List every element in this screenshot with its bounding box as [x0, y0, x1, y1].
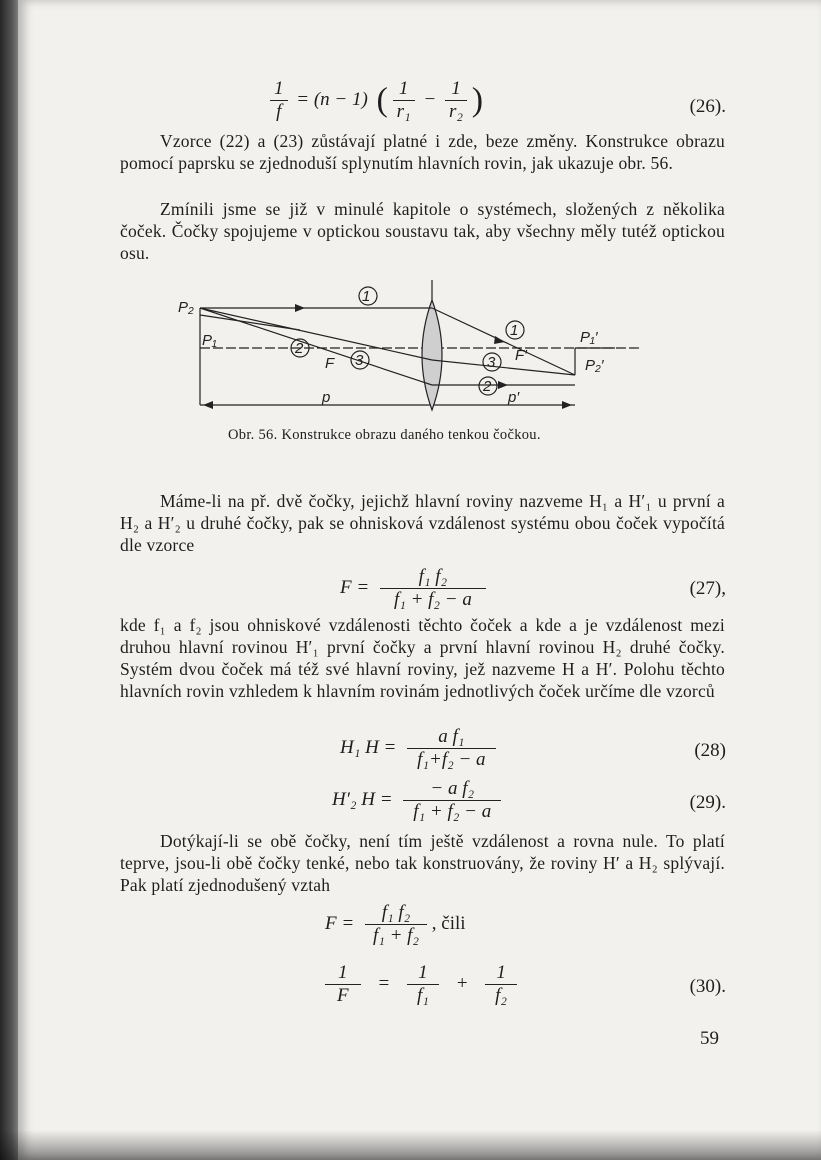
paragraph-touching-lenses: Dotýkají-li se obě čočky, není tím ještě vzdálenost a rovna nule. To platí teprve, jsou-li obě čočky tenké, nebo tak konstruovány, že roviny H′ a H₂ splývají. Pak platí zjednodušený vztah	[120, 831, 725, 895]
page-number: 59	[700, 1028, 719, 1049]
equation-30b: $\frac{1}{F}$ = $\frac{1}{\text{f₁}}$ + $\frac{1}{\text{f₂}}$	[325, 962, 517, 1007]
paragraph-constructions: Vzorce (22) a (23) zůstávají platné i zde, beze změny. Konstrukce obrazu pomocí paprsku se zjednoduší splynutím hlavních rovin, jak ukazuje obr. 56.	[120, 131, 725, 173]
equation-27: F = $\frac{\text{f₁ f₂}}{\text{f₁ + f₂ − a}}$	[340, 566, 486, 611]
ray-3p-label: 3	[487, 354, 496, 371]
ray-2p-label: 2	[483, 378, 492, 395]
paragraph-systems: Zmínili jsme se již v minulé kapitole o systémech, složených z několika čoček. Čočky spojujeme v optickou soustavu tak, aby všechny měly tutéž optickou osu.	[120, 199, 725, 263]
label-P1-prime: P₁′	[580, 329, 598, 346]
ray-1p-label: 1	[510, 322, 519, 339]
label-P2-prime: P₂′	[585, 357, 604, 374]
ray-3-label: 3	[355, 352, 364, 369]
paragraph-two-lenses: Máme-li na př. dvě čočky, jejichž hlavní roviny nazveme H₁ a H′₁ u první a H₂ a H′₂ u druhé čočky, pak se ohnisková vzdálenost systému obou čoček vypočítá dle vzorce	[120, 491, 725, 555]
equation-number-30: (30).	[689, 976, 726, 997]
figure-caption: Obr. 56. Konstrukce obrazu daného tenkou čočkou.	[228, 427, 541, 443]
label-F-prime: F′	[515, 347, 527, 364]
equation-number-26: (26).	[689, 96, 726, 117]
figure-56-lens-diagram	[170, 270, 650, 420]
ray-1-label: 1	[362, 288, 371, 305]
bottom-shadow	[0, 1130, 821, 1160]
paragraph-definitions: kde f₁ a f₂ jsou ohniskové vzdálenosti těchto čoček a kde a je vzdálenost mezi druhou hlavní rovinou H′₁ první čočky a první hlavní rovinou H₂ druhé čočky. Systém dvou čoček má též své hlavní roviny, jež nazveme H a H′. Polohu těchto hlavních rovin vzhledem k hlavním rovinám jednotlivých čoček určíme dle vzorců	[120, 615, 725, 701]
equation-26: $\frac{1}{f}$ = (n − 1) ( $\frac{1}{\text{r₁}}$ − $\frac{1}{\text{r₂}}$ )	[270, 78, 483, 123]
label-p: p	[322, 389, 331, 406]
label-P1: P₁	[202, 332, 217, 349]
book-spine	[0, 0, 20, 1160]
label-P2: P₂	[178, 299, 194, 316]
equation-28: H₁ H = $\frac{\text{a f₁}}{\text{f₁+f₂ − a}}$	[340, 726, 496, 771]
equation-number-28: (28)	[694, 740, 726, 761]
label-F: F	[325, 355, 335, 372]
label-p-prime: p′	[508, 389, 520, 406]
ray-2-label: 2	[295, 340, 304, 357]
equation-30a: F = $\frac{\text{f₁ f₂}}{\text{f₁ + f₂}}$ , čili	[325, 902, 466, 946]
equation-number-29: (29).	[689, 792, 726, 813]
equation-number-27: (27),	[689, 578, 726, 599]
equation-29: H′₂ H = $\frac{\text{− a f₂}}{\text{f₁ + f₂ − a}}$	[332, 778, 501, 823]
